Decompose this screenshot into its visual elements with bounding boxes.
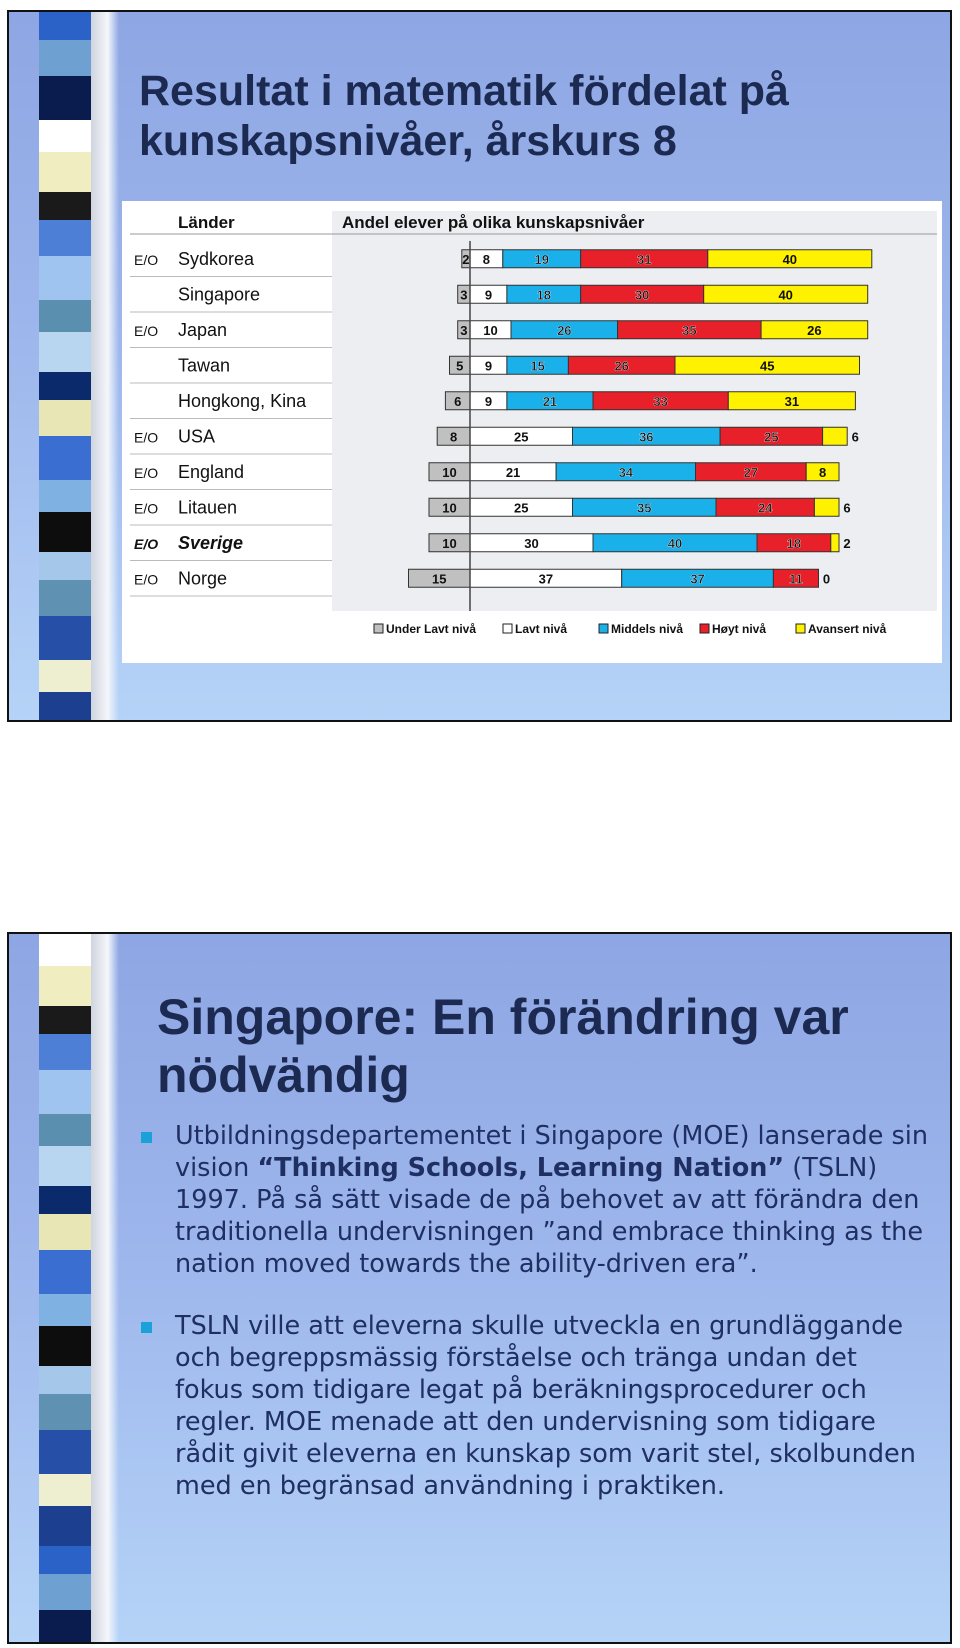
stripe-block <box>39 1294 91 1326</box>
bar-value-label: 9 <box>484 393 493 409</box>
slide-2 <box>7 932 952 1644</box>
stripe-block <box>39 400 91 436</box>
bar-value-label: 26 <box>557 322 572 338</box>
stripe-block <box>39 552 91 580</box>
legend-label: Under Lavt nivå <box>386 622 477 636</box>
stripe-block <box>39 372 91 400</box>
stripe-block <box>39 1474 91 1506</box>
bullet-item-2 <box>139 1310 929 1502</box>
bar-value-label: 6 <box>843 500 851 516</box>
bar-value-label: 25 <box>514 500 529 516</box>
slide-1 <box>7 10 952 722</box>
country-label: Japan <box>178 319 228 340</box>
legend-swatch <box>374 624 383 633</box>
row-tag-label: E/O <box>134 464 159 481</box>
bar-value-label: 18 <box>536 287 552 303</box>
bullet-item-1 <box>139 1120 929 1280</box>
stripe-block <box>39 40 91 76</box>
bar-value-label: 5 <box>456 358 464 374</box>
bar-value-label: 25 <box>514 429 529 445</box>
bar-value-label: 2 <box>843 535 851 551</box>
stripe-block <box>39 580 91 616</box>
stripe-block <box>39 1070 91 1114</box>
row-tag-label: E/O <box>134 535 159 552</box>
legend-swatch <box>599 624 608 633</box>
bullet-1-text-start: Utbildningsdepartementet i Singapore (MOE) lanserade sin vision <box>175 1121 929 1183</box>
decorative-stripe <box>39 934 91 1642</box>
row-tag-label: E/O <box>134 322 159 339</box>
bar-value-label: 10 <box>442 500 457 516</box>
bar-value-label: 10 <box>483 322 498 338</box>
bullet-square-icon <box>141 1322 152 1333</box>
chart-svg <box>122 201 942 663</box>
bar-value-label: 30 <box>524 535 539 551</box>
row-tag-label: E/O <box>134 571 159 588</box>
decorative-stripe <box>39 12 91 720</box>
bullet-1-vision-name: “Thinking Schools, Learning Nation” <box>257 1153 785 1183</box>
stripe-block <box>39 120 91 152</box>
legend-swatch <box>700 624 709 633</box>
country-label: Sydkorea <box>178 248 255 269</box>
bar-value-label: 40 <box>667 535 683 551</box>
stripe-block <box>39 1394 91 1430</box>
bar-value-label: 21 <box>542 393 558 409</box>
stripe-block <box>39 1114 91 1146</box>
stripe-block <box>39 1250 91 1294</box>
country-label: Sverige <box>178 532 244 553</box>
bar-value-label: 24 <box>757 500 773 516</box>
bar-value-label: 3 <box>460 287 468 303</box>
bar-value-label: 31 <box>784 393 800 409</box>
stripe-block <box>39 1186 91 1214</box>
stripe-block <box>39 256 91 300</box>
legend-label: Høyt nivå <box>712 622 767 636</box>
stripe-block <box>39 1326 91 1366</box>
bar-value-label: 40 <box>778 287 793 303</box>
chart-legend <box>374 622 887 636</box>
bar-segment-avansert <box>831 534 839 552</box>
bullet-1-text-end: (TSLN) 1997. På så sätt visade de på behovet av att förändra den traditionella undervisningen ”and embrace thinking as the nation moved towards the ability-driven era”. <box>175 1153 924 1279</box>
stripe-block <box>39 966 91 1006</box>
bar-value-label: 2 <box>462 251 470 267</box>
stripe-block <box>39 220 91 256</box>
header-country: Länder <box>178 213 235 232</box>
country-label: Singapore <box>178 284 261 305</box>
bar-value-label: 18 <box>786 535 802 551</box>
bar-value-label: 19 <box>534 251 549 267</box>
bar-value-label: 9 <box>484 287 493 303</box>
bar-value-label: 26 <box>614 358 629 374</box>
bar-value-label: 9 <box>484 358 493 374</box>
bar-segment-avansert <box>814 498 839 516</box>
bar-value-label: 8 <box>482 251 491 267</box>
stripe-block <box>39 1610 91 1644</box>
legend-label: Lavt nivå <box>515 622 568 636</box>
stripe-block <box>39 332 91 372</box>
results-chart <box>122 201 942 663</box>
bar-value-label: 0 <box>822 571 831 587</box>
row-tag-label: E/O <box>134 500 159 517</box>
bar-value-label: 10 <box>442 464 457 480</box>
stripe-block <box>39 1146 91 1186</box>
slide-1-title: Resultat i matematik fördelat på kunskapsnivåer, årskurs 8 <box>139 67 789 165</box>
bar-value-label: 36 <box>639 429 654 445</box>
stripe-block <box>39 1034 91 1070</box>
bar-value-label: 21 <box>505 464 521 480</box>
stripe-block <box>39 1506 91 1546</box>
bar-value-label: 27 <box>743 464 759 480</box>
bar-value-label: 37 <box>690 571 705 587</box>
stripe-block <box>39 1546 91 1574</box>
country-label: Litauen <box>178 497 238 518</box>
bar-value-label: 35 <box>637 500 652 516</box>
bar-value-label: 8 <box>818 464 827 480</box>
country-label: Norge <box>178 568 228 589</box>
legend-label: Avansert nivå <box>808 622 887 636</box>
stripe-block <box>39 480 91 512</box>
country-label: Tawan <box>178 355 231 376</box>
bar-value-label: 15 <box>432 571 447 587</box>
legend-swatch <box>796 624 805 633</box>
bar-value-label: 3 <box>460 322 468 338</box>
bullet-square-icon <box>141 1132 152 1143</box>
bar-value-label: 33 <box>653 393 668 409</box>
bar-segment-avansert <box>823 427 848 445</box>
stripe-block <box>39 76 91 120</box>
bar-value-label: 6 <box>454 393 462 409</box>
country-label: England <box>178 461 245 482</box>
bar-value-label: 11 <box>789 571 803 587</box>
row-tag-label: E/O <box>134 251 159 268</box>
stripe-block <box>39 660 91 692</box>
country-label: USA <box>178 426 216 447</box>
bar-value-label: 15 <box>530 358 545 374</box>
stripe-block <box>39 12 91 40</box>
stripe-block <box>39 934 91 966</box>
legend-swatch <box>503 624 512 633</box>
slide-2-title: Singapore: En förändring var nödvändig <box>157 989 849 1103</box>
bar-value-label: 40 <box>782 251 798 267</box>
stripe-block <box>39 1366 91 1394</box>
bar-value-label: 30 <box>634 287 650 303</box>
bar-value-label: 37 <box>538 571 554 587</box>
country-label: Hongkong, Kina <box>178 390 307 411</box>
bullet-list <box>139 1120 929 1532</box>
stripe-shadow <box>91 12 119 720</box>
legend-label: Middels nivå <box>611 622 684 636</box>
bar-value-label: 35 <box>682 322 697 338</box>
bar-value-label: 26 <box>807 322 822 338</box>
stripe-block <box>39 512 91 552</box>
stripe-block <box>39 152 91 192</box>
bar-value-label: 31 <box>637 251 652 267</box>
stripe-block <box>39 192 91 220</box>
stripe-block <box>39 692 91 722</box>
bar-value-label: 8 <box>449 429 458 445</box>
header-share: Andel elever på olika kunskapsnivåer <box>342 213 645 232</box>
stripe-block <box>39 1574 91 1610</box>
stripe-block <box>39 1214 91 1250</box>
bullet-2-text: TSLN ville att eleverna skulle utveckla en grundläggande och begreppsmässig förståelse och tränga undan det fokus som tidigare legat på beräkningsprocedurer och regler. MOE menade att den undervisning som tidigare rådit givit eleverna en kunskap som varit stel, skolbunden med en begränsad användning i praktiken. <box>175 1311 916 1501</box>
stripe-block <box>39 1430 91 1474</box>
bar-value-label: 6 <box>851 429 859 445</box>
bar-value-label: 25 <box>764 429 779 445</box>
stripe-block <box>39 616 91 660</box>
row-tag-label: E/O <box>134 429 159 446</box>
bar-value-label: 10 <box>442 535 457 551</box>
bar-value-label: 34 <box>618 464 634 480</box>
stripe-block <box>39 1006 91 1034</box>
stripe-block <box>39 436 91 480</box>
stripe-shadow <box>91 934 119 1642</box>
stripe-block <box>39 300 91 332</box>
bar-value-label: 45 <box>760 358 775 374</box>
